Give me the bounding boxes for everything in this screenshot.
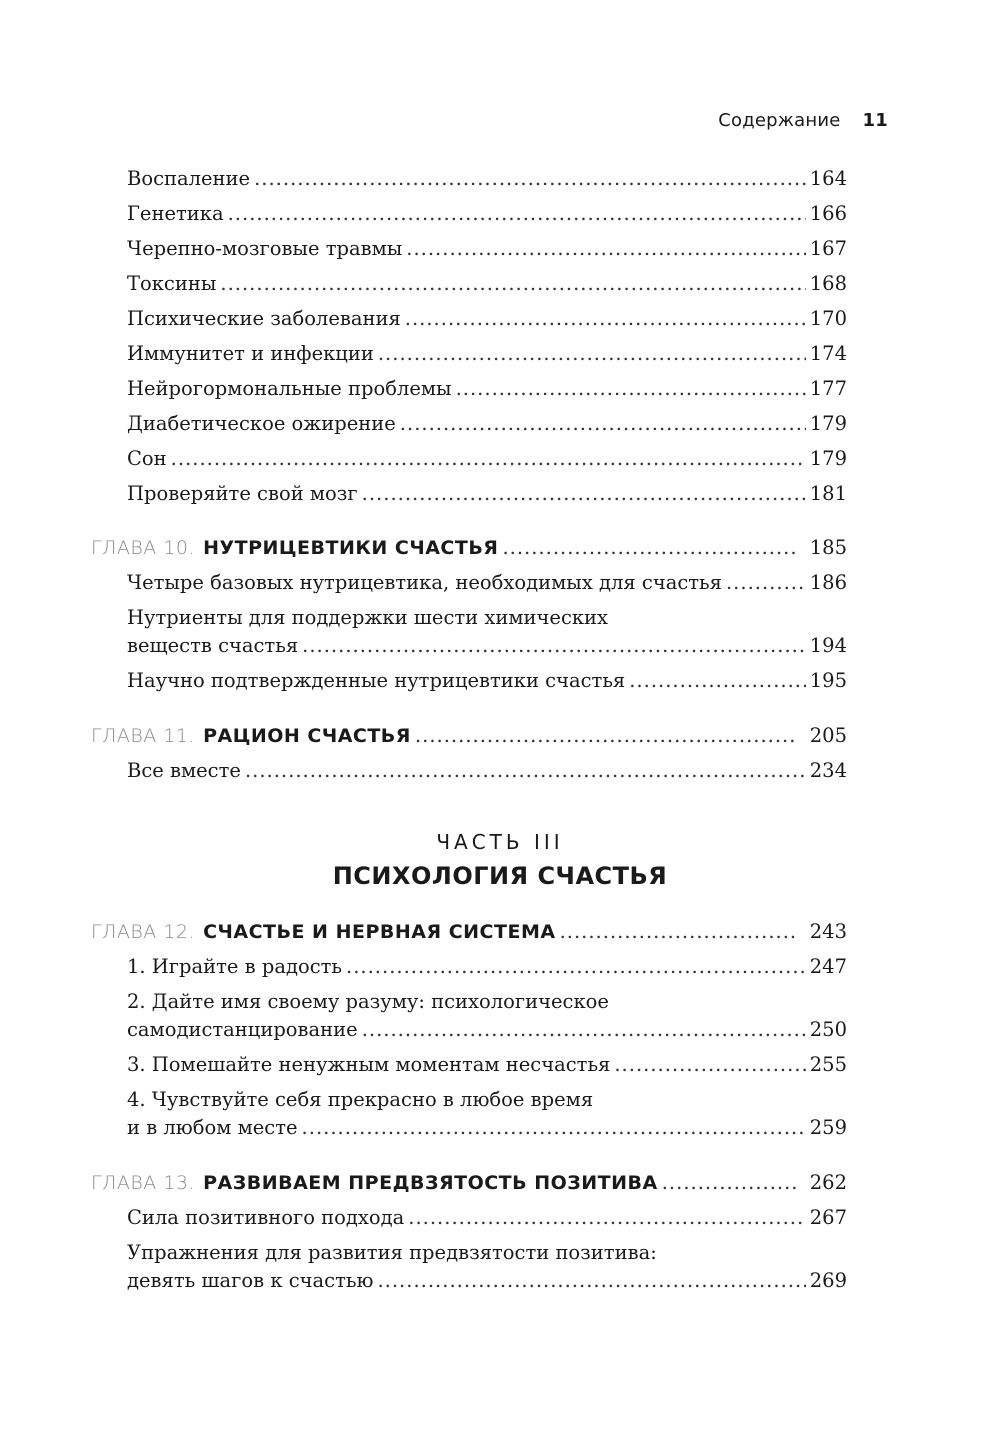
toc-title: Научно подтвержденные нутрицевтики счастья	[127, 669, 626, 692]
toc-title: и в любом месте	[127, 1116, 298, 1139]
toc-row	[127, 270, 847, 298]
dot-leader	[502, 534, 797, 562]
toc-page-number: 166	[809, 202, 847, 225]
chapter-11-heading[interactable]	[91, 722, 847, 750]
toc-page-number: 247	[809, 955, 847, 978]
toc-entry[interactable]	[127, 569, 847, 597]
dot-leader	[560, 918, 798, 946]
chapter-label: ГЛАВА 10.	[91, 537, 196, 559]
chapter-label: ГЛАВА 12.	[91, 921, 196, 943]
toc-row	[127, 1204, 847, 1232]
toc-row	[91, 722, 847, 750]
toc-entry[interactable]	[127, 1086, 847, 1142]
toc-title: Генетика	[127, 202, 224, 225]
toc-title: самодистанцирование	[127, 1018, 358, 1041]
toc-entry[interactable]	[127, 200, 847, 228]
toc-row	[127, 757, 847, 785]
toc-row	[127, 1267, 847, 1295]
toc-row	[127, 632, 847, 660]
toc-page-number: 250	[809, 1018, 847, 1041]
chapter-13-heading[interactable]	[91, 1169, 847, 1197]
toc-entry[interactable]	[127, 270, 847, 298]
chapter-label: ГЛАВА 13.	[91, 1172, 196, 1194]
dot-leader	[220, 270, 805, 298]
toc-title: РАЗВИВАЕМ ПРЕДВЗЯТОСТЬ ПОЗИТИВА	[203, 1172, 658, 1194]
chapter-10-heading[interactable]	[91, 534, 847, 562]
toc-entry-line1: 4. Чувствуйте себя прекрасно в любое время	[127, 1088, 594, 1111]
dot-leader	[378, 340, 806, 368]
toc-title: Все вместе	[127, 759, 241, 782]
toc-page-number: 179	[809, 447, 847, 470]
dot-leader	[662, 1169, 798, 1197]
dot-leader	[614, 1051, 805, 1079]
toc-title: Проверяйте свой мозг	[127, 482, 358, 505]
toc-page-number: 186	[809, 571, 847, 594]
toc-page-number: 194	[809, 634, 847, 657]
chapter-12-heading[interactable]	[91, 918, 847, 946]
toc-title: Токсины	[127, 272, 217, 295]
toc-page-number: 164	[809, 167, 847, 190]
toc-title: Черепно-мозговые травмы	[127, 237, 403, 260]
dot-leader	[228, 200, 806, 228]
toc-entry-line1: Нутриенты для поддержки шести химических	[127, 606, 609, 629]
toc-title: Диабетическое ожирение	[127, 412, 396, 435]
toc-row	[127, 305, 847, 333]
page-number: 11	[862, 110, 888, 131]
dot-leader	[346, 953, 806, 981]
toc-row	[127, 165, 847, 193]
toc-title: веществ счастья	[127, 634, 299, 657]
toc-page-number: 170	[809, 307, 847, 330]
dot-leader	[362, 1016, 806, 1044]
dot-leader	[245, 757, 806, 785]
toc-row	[127, 200, 847, 228]
toc-entry[interactable]	[127, 445, 847, 473]
toc-title: Иммунитет и инфекции	[127, 342, 374, 365]
toc-entry[interactable]	[127, 165, 847, 193]
toc-page-number: 267	[809, 1206, 847, 1229]
dot-leader	[171, 445, 806, 473]
toc-row	[127, 480, 847, 508]
toc-page-number: 195	[809, 669, 847, 692]
toc-title: 1. Играйте в радость	[127, 955, 343, 978]
toc-page-number: 174	[809, 342, 847, 365]
dot-leader	[405, 305, 806, 333]
toc-entry[interactable]	[127, 667, 847, 695]
toc-page-number: 255	[809, 1053, 847, 1076]
toc-row	[127, 445, 847, 473]
toc-title: Нейрогормональные проблемы	[127, 377, 452, 400]
toc-entry[interactable]	[127, 410, 847, 438]
toc-row	[127, 667, 847, 695]
toc-page-number: 269	[809, 1269, 847, 1292]
toc-page-number: 259	[809, 1116, 847, 1139]
toc-entry[interactable]	[127, 375, 847, 403]
toc-entry[interactable]	[127, 1051, 847, 1079]
dot-leader	[377, 1267, 805, 1295]
toc-page-number: 234	[809, 759, 847, 782]
dot-leader	[254, 165, 806, 193]
toc-entry[interactable]	[127, 988, 847, 1044]
toc-entry-line1: 2. Дайте имя своему разуму: психологическое	[127, 990, 609, 1013]
dot-leader	[302, 632, 806, 660]
toc-page-number: 181	[809, 482, 847, 505]
toc-entry[interactable]	[127, 604, 847, 660]
chapter-label: ГЛАВА 11.	[91, 725, 196, 747]
dot-leader	[415, 722, 798, 750]
toc-row	[91, 1169, 847, 1197]
toc-entry[interactable]	[127, 953, 847, 981]
toc-title: 3. Помешайте ненужным моментам несчастья	[127, 1053, 611, 1076]
toc-title: РАЦИОН СЧАСТЬЯ	[203, 725, 411, 747]
toc-page-number: 168	[809, 272, 847, 295]
toc-title: Воспаление	[127, 167, 251, 190]
toc-row	[127, 410, 847, 438]
toc-page-number: 167	[809, 237, 847, 260]
toc-row	[91, 918, 847, 946]
dot-leader	[726, 569, 806, 597]
toc-title: Четыре базовых нутрицевтика, необходимых для счастья	[127, 571, 722, 594]
page-header	[718, 110, 888, 131]
dot-leader	[456, 375, 806, 403]
part-label: ЧАСТЬ III	[436, 830, 564, 854]
toc-row	[127, 953, 847, 981]
dot-leader	[302, 1114, 806, 1142]
running-head: Содержание	[718, 110, 841, 131]
toc-row	[127, 340, 847, 368]
toc-title: Сила позитивного подхода	[127, 1206, 405, 1229]
dot-leader	[400, 410, 806, 438]
toc-title: Сон	[127, 447, 167, 470]
toc-page-number: 177	[809, 377, 847, 400]
part-title: ПСИХОЛОГИЯ СЧАСТЬЯ	[332, 862, 668, 890]
dot-leader	[406, 235, 806, 263]
toc-entry[interactable]	[127, 480, 847, 508]
toc-entry[interactable]	[127, 235, 847, 263]
toc-entry[interactable]	[127, 1204, 847, 1232]
toc-page-number: 262	[809, 1171, 847, 1194]
toc-page-number: 185	[809, 536, 847, 559]
toc-row	[127, 1051, 847, 1079]
toc-title: СЧАСТЬЕ И НЕРВНАЯ СИСТЕМА	[203, 921, 556, 943]
toc-row	[127, 375, 847, 403]
toc-entry[interactable]	[127, 305, 847, 333]
toc-row	[127, 235, 847, 263]
toc-entry[interactable]	[127, 340, 847, 368]
toc-page-number: 179	[809, 412, 847, 435]
toc-title: НУТРИЦЕВТИКИ СЧАСТЬЯ	[203, 537, 499, 559]
dot-leader	[629, 667, 806, 695]
toc-title: девять шагов к счастью	[127, 1269, 374, 1292]
dot-leader	[408, 1204, 806, 1232]
toc-page-number: 205	[809, 724, 847, 747]
toc-row	[127, 569, 847, 597]
toc-entry-line1: Упражнения для развития предвзятости позитива:	[127, 1241, 657, 1264]
dot-leader	[362, 480, 806, 508]
toc-row	[91, 534, 847, 562]
toc-title: Психические заболевания	[127, 307, 401, 330]
toc-page-number: 243	[809, 920, 847, 943]
toc-row	[127, 1114, 847, 1142]
toc-row	[127, 1016, 847, 1044]
toc-entry[interactable]	[127, 757, 847, 785]
toc-entry[interactable]	[127, 1239, 847, 1295]
